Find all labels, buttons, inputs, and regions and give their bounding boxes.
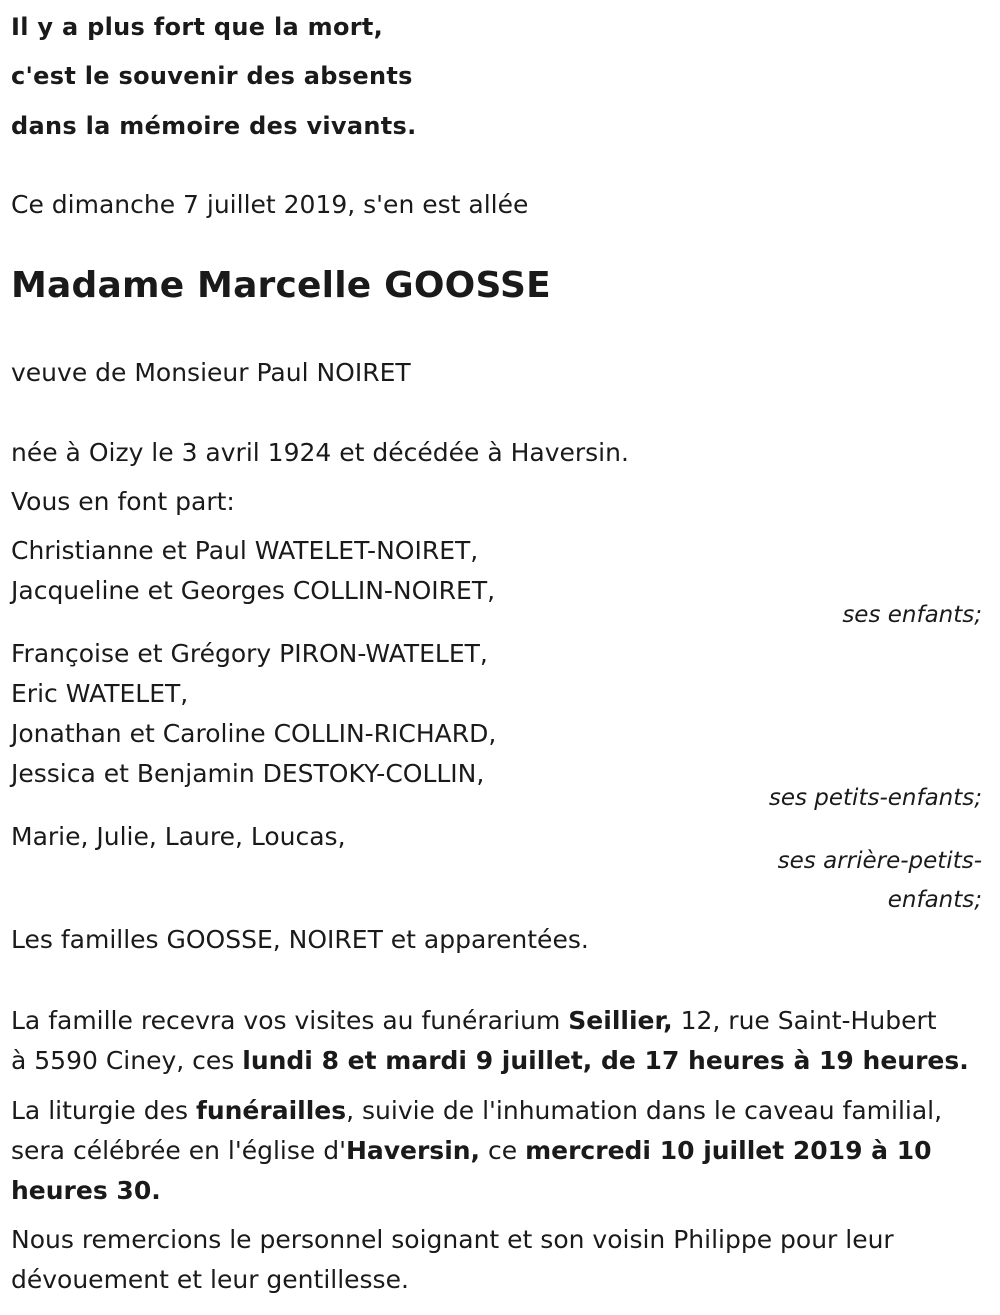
grandchild-name: Eric WATELET, <box>11 679 189 708</box>
birth-death-text: née à Oizy le 3 avril 1924 et décédée à Haversin. <box>11 438 629 467</box>
epitaph-line-2: c'est le souvenir des absents <box>11 62 413 90</box>
great-grandchildren-relation-line-2: enfants; <box>887 887 982 913</box>
visits-text: La famille recevra vos visites au funérarium <box>11 1006 569 1035</box>
intro-text: Ce dimanche 7 juillet 2019, s'en est allée <box>11 190 529 219</box>
child-name: Christianne et Paul WATELET-NOIRET, <box>11 536 479 565</box>
grandchild-name: Jonathan et Caroline COLLIN-RICHARD, <box>11 719 497 748</box>
thanks-line-2: dévouement et leur gentillesse. <box>11 1265 409 1294</box>
deceased-name: Madame Marcelle GOOSSE <box>11 265 551 306</box>
visits-dates: lundi 8 et mardi 9 juillet, de 17 heures à 19 heures. <box>242 1046 969 1075</box>
epitaph-line-3: dans la mémoire des vivants. <box>11 112 417 140</box>
funeral-text: sera célébrée en l'église d' <box>11 1136 346 1165</box>
great-grandchildren-relation-line-1: ses arrière-petits- <box>777 848 982 874</box>
families-text: Les familles GOOSSE, NOIRET et apparentées. <box>11 925 589 954</box>
funeral-time: heures 30. <box>11 1176 161 1205</box>
funeral-keyword: funérailles <box>195 1096 347 1125</box>
funeral-date: mercredi 10 juillet 2019 à 10 <box>525 1136 932 1165</box>
grandchildren-relation: ses petits-enfants; <box>768 785 982 811</box>
announcement-text: Vous en font part: <box>11 487 235 516</box>
visits-city: à 5590 Ciney, ces <box>11 1046 243 1075</box>
grandchild-name: Françoise et Grégory PIRON-WATELET, <box>11 639 488 668</box>
funeral-text: La liturgie des <box>11 1096 196 1125</box>
epitaph-line-1: Il y a plus fort que la mort, <box>11 13 384 41</box>
funeral-line-1 <box>11 1094 942 1128</box>
visits-address: 12, rue Saint-Hubert <box>672 1006 937 1035</box>
child-name: Jacqueline et Georges COLLIN-NOIRET, <box>11 576 496 605</box>
thanks-line-1: Nous remercions le personnel soignant et son voisin Philippe pour leur <box>11 1225 894 1254</box>
funeral-line-2 <box>11 1134 932 1168</box>
funeral-text: , suivie de l'inhumation dans le caveau familial, <box>346 1096 943 1125</box>
church-name: Haversin, <box>345 1136 481 1165</box>
great-grandchildren-names: Marie, Julie, Laure, Loucas, <box>11 822 346 851</box>
funeral-home-name: Seillier, <box>568 1006 673 1035</box>
funeral-text: ce <box>480 1136 526 1165</box>
children-relation: ses enfants; <box>842 602 982 628</box>
spouse-text: veuve de Monsieur Paul NOIRET <box>11 358 411 387</box>
visits-line-1 <box>11 1004 937 1038</box>
visits-line-2 <box>11 1044 969 1078</box>
grandchild-name: Jessica et Benjamin DESTOKY-COLLIN, <box>11 759 485 788</box>
